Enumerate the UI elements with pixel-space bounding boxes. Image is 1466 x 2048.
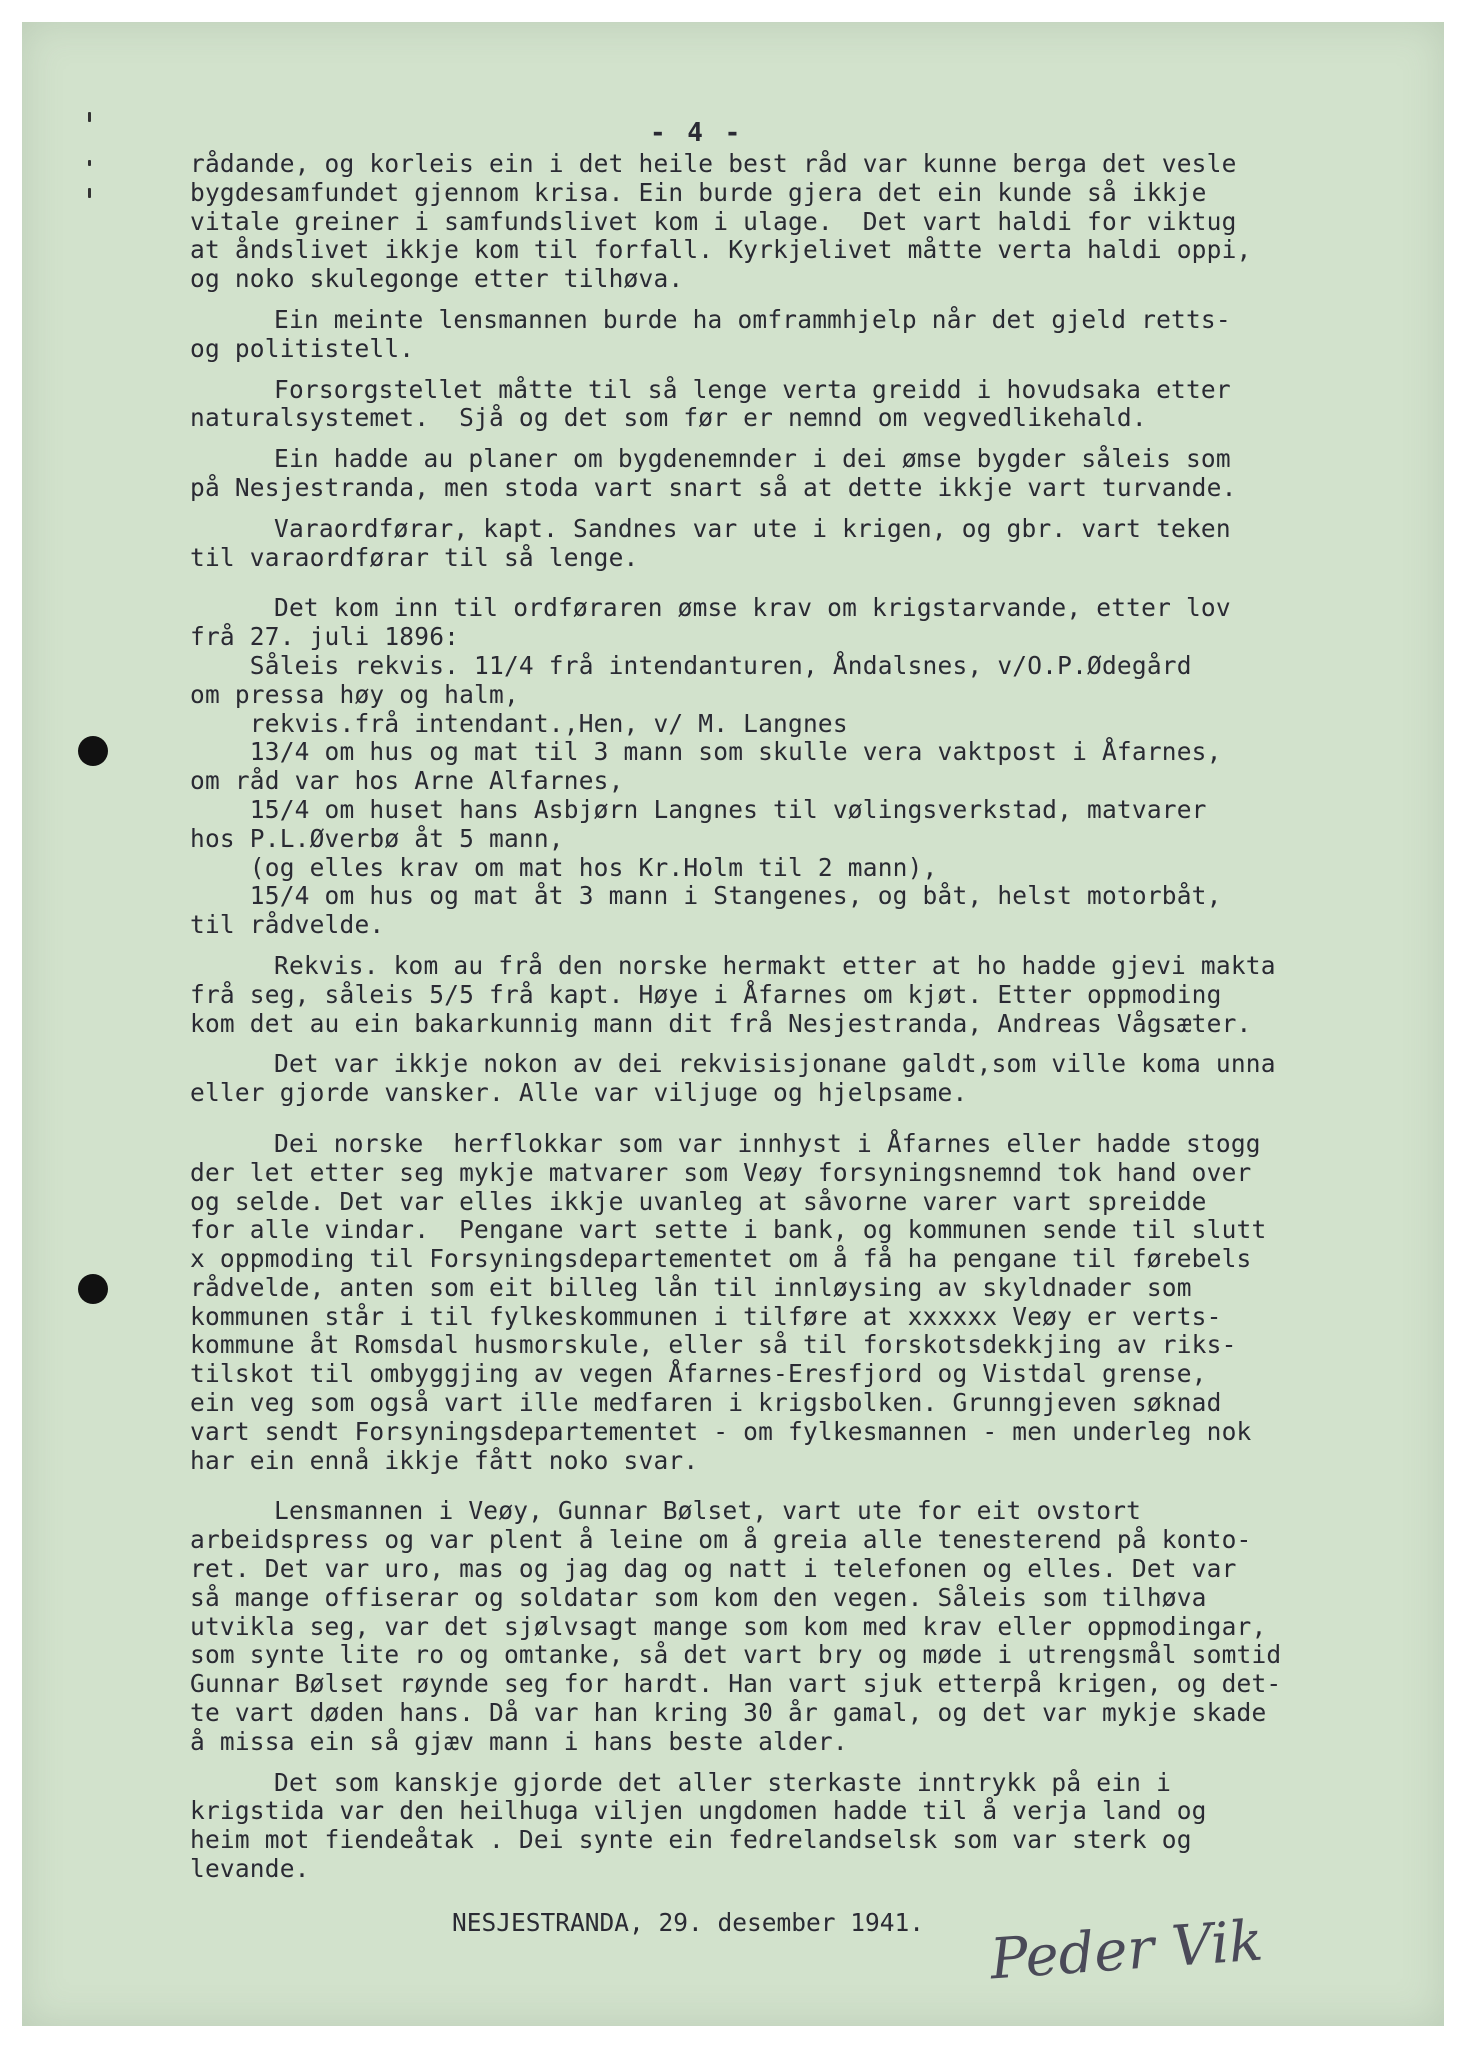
text-line: der let etter seg mykje matvarer som Veøy forsyningsnemnd tok hand over (190, 1157, 1252, 1187)
margin-mark (88, 160, 91, 166)
text-line: 13/4 om hus og mat til 3 mann som skulle vera vaktpost i Åfarnes, (190, 737, 1222, 767)
page-number: - 4 - (650, 118, 744, 148)
paragraph (190, 952, 1450, 1038)
typed-body-text (190, 150, 1450, 1896)
text-line: kommunen står i til fylkeskommunen i tilføre at xxxxxx Veøy er verts- (190, 1301, 1222, 1331)
punch-hole (78, 1274, 108, 1304)
text-line: levande. (190, 1854, 310, 1884)
text-line: vitale greiner i samfundslivet kom i ulage. Det vart haldi for viktug (190, 206, 1237, 236)
text-line: og politistell. (190, 333, 415, 363)
text-line: rådande, og korleis ein i det heile best råd var kunne berga det vesle (190, 149, 1237, 178)
text-line: Rekvis. kom au frå den norske hermakt etter at ho hadde gjevi makta (274, 950, 1276, 980)
text-line: rekvis.frå intendant.,Hen, v/ M. Langnes (190, 708, 848, 738)
text-line: Lensmannen i Veøy, Gunnar Bølset, vart ute for eit ovstort (274, 1496, 1142, 1526)
handwritten-signature: Peder Vik (988, 1908, 1266, 1993)
punch-hole (78, 736, 108, 766)
paragraph (190, 1050, 1450, 1108)
text-line: til varaordførar til så lenge. (190, 542, 639, 572)
text-line: ein veg som også vart ille medfaren i krigsbolken. Grunngjeven søknad (190, 1388, 1222, 1418)
text-line: ret. Det var uro, mas og jag dag og natt i telefonen og elles. Det var (190, 1554, 1237, 1584)
text-line: krigstida var den heilhuga viljen ungdomen hadde til å verja land og (190, 1796, 1207, 1826)
text-line: utvikla seg, var det sjølvsagt mange som kom med krav eller oppmodingar, (190, 1611, 1267, 1641)
text-line: at åndslivet ikkje kom til forfall. Kyrkjelivet måtte verta haldi oppi, (190, 235, 1252, 265)
text-line: kom det au ein bakarkunnig mann dit frå Nesjestranda, Andreas Vågsæter. (190, 1008, 1252, 1038)
paragraph (190, 376, 1450, 434)
text-line: om råd var hos Arne Alfarnes, (190, 766, 624, 796)
paragraph (190, 150, 1450, 294)
text-line: for alle vindar. Pengane vart sette i bank, og kommunen sende til slutt (190, 1215, 1267, 1245)
text-line: Ein hadde au planer om bygdenemnder i dei ømse bygder såleis som (274, 444, 1231, 474)
text-line: (og elles krav om mat hos Kr.Holm til 2 mann), (190, 852, 938, 882)
text-line: naturalsystemet. Sjå og det som før er nemnd om vegvedlikehald. (190, 403, 1147, 433)
text-line: Såleis rekvis. 11/4 frå intendanturen, Åndalsnes, v/O.P.Ødegård (190, 650, 1192, 680)
text-line: Dei norske herflokkar som var innhyst i Åfarnes eller hadde stogg (274, 1128, 1261, 1158)
text-line: om pressa høy og halm, (190, 679, 519, 709)
text-line: som synte lite ro og omtanke, så det vart bry og møde i utrengsmål somtid (190, 1640, 1282, 1670)
text-line: rådvelde, anten som eit billeg lån til innløysing av skyldnader som (190, 1272, 1192, 1302)
text-line: til rådvelde. (190, 910, 385, 940)
text-line: på Nesjestranda, men stoda vart snart så at dette ikkje vart turvande. (190, 472, 1237, 502)
text-line: Det kom inn til ordføraren ømse krav om krigstarvande, etter lov (274, 593, 1231, 623)
paragraph (190, 306, 1450, 364)
text-line: x oppmoding til Forsyningsdepartementet om å få ha pengane til førebels (190, 1244, 1252, 1274)
text-line: Det som kanskje gjorde det aller sterkaste inntrykk på ein i (274, 1767, 1172, 1797)
text-line: hos P.L.Øverbø åt 5 mann, (190, 823, 564, 853)
text-line: og selde. Det var elles ikkje uvanleg at såvorne varer vart spreidde (190, 1186, 1207, 1216)
paragraph (190, 515, 1450, 573)
place-date-line: NESJESTRANDA, 29. desember 1941. (452, 1908, 925, 1937)
text-line: vart sendt Forsyningsdepartementet - om fylkesmannen - men underleg nok (190, 1416, 1252, 1446)
margin-mark (88, 112, 91, 122)
text-line: 15/4 om huset hans Asbjørn Langnes til vølingsverkstad, matvarer (190, 794, 1207, 824)
paragraph (190, 1130, 1450, 1476)
text-line: frå seg, såleis 5/5 frå kapt. Høye i Åfarnes om kjøt. Etter oppmoding (190, 979, 1222, 1009)
text-line: så mange offiserar og soldatar som kom den vegen. Såleis som tilhøva (190, 1582, 1207, 1612)
text-line: å missa ein så gjæv mann i hans beste alder. (190, 1726, 848, 1756)
text-line: arbeidspress og var plent å leine om å greia alle tenesterend på konto- (190, 1525, 1252, 1555)
text-line: bygdesamfundet gjennom krisa. Ein burde gjera det ein kunde så ikkje (190, 177, 1207, 207)
paragraph (190, 445, 1450, 503)
text-line: har ein ennå ikkje fått noko svar. (190, 1445, 699, 1475)
text-line: Ein meinte lensmannen burde ha omframmhjelp når det gjeld retts- (274, 304, 1231, 334)
paragraph (190, 1497, 1450, 1756)
text-line: frå 27. juli 1896: (190, 622, 460, 652)
text-line: kommune åt Romsdal husmorskule, eller så til forskotsdekkjing av riks- (190, 1330, 1237, 1360)
text-line: Det var ikkje nokon av dei rekvisisjonane galdt,som ville koma unna (274, 1049, 1276, 1079)
paragraph (190, 1769, 1450, 1884)
text-line: 15/4 om hus og mat åt 3 mann i Stangenes, og båt, helst motorbåt, (190, 881, 1222, 911)
text-line: og noko skulegonge etter tilhøva. (190, 264, 684, 294)
margin-mark (88, 188, 91, 198)
paragraph (190, 594, 1450, 940)
text-line: heim mot fiendeåtak . Dei synte ein fedrelandselsk som var sterk og (190, 1825, 1192, 1855)
text-line: Forsorgstellet måtte til så lenge verta greidd i hovudsaka etter (274, 374, 1231, 404)
text-line: tilskot til ombyggjing av vegen Åfarnes-Eresfjord og Vistdal grense, (190, 1359, 1207, 1389)
text-line: te vart døden hans. Då var han kring 30 år gamal, og det var mykje skade (190, 1698, 1267, 1728)
text-line: eller gjorde vansker. Alle var viljuge og hjelpsame. (190, 1078, 968, 1108)
text-line: Gunnar Bølset røynde seg for hardt. Han vart sjuk etterpå krigen, og det- (190, 1669, 1282, 1699)
text-line: Varaordførar, kapt. Sandnes var ute i krigen, og gbr. vart teken (274, 513, 1231, 543)
